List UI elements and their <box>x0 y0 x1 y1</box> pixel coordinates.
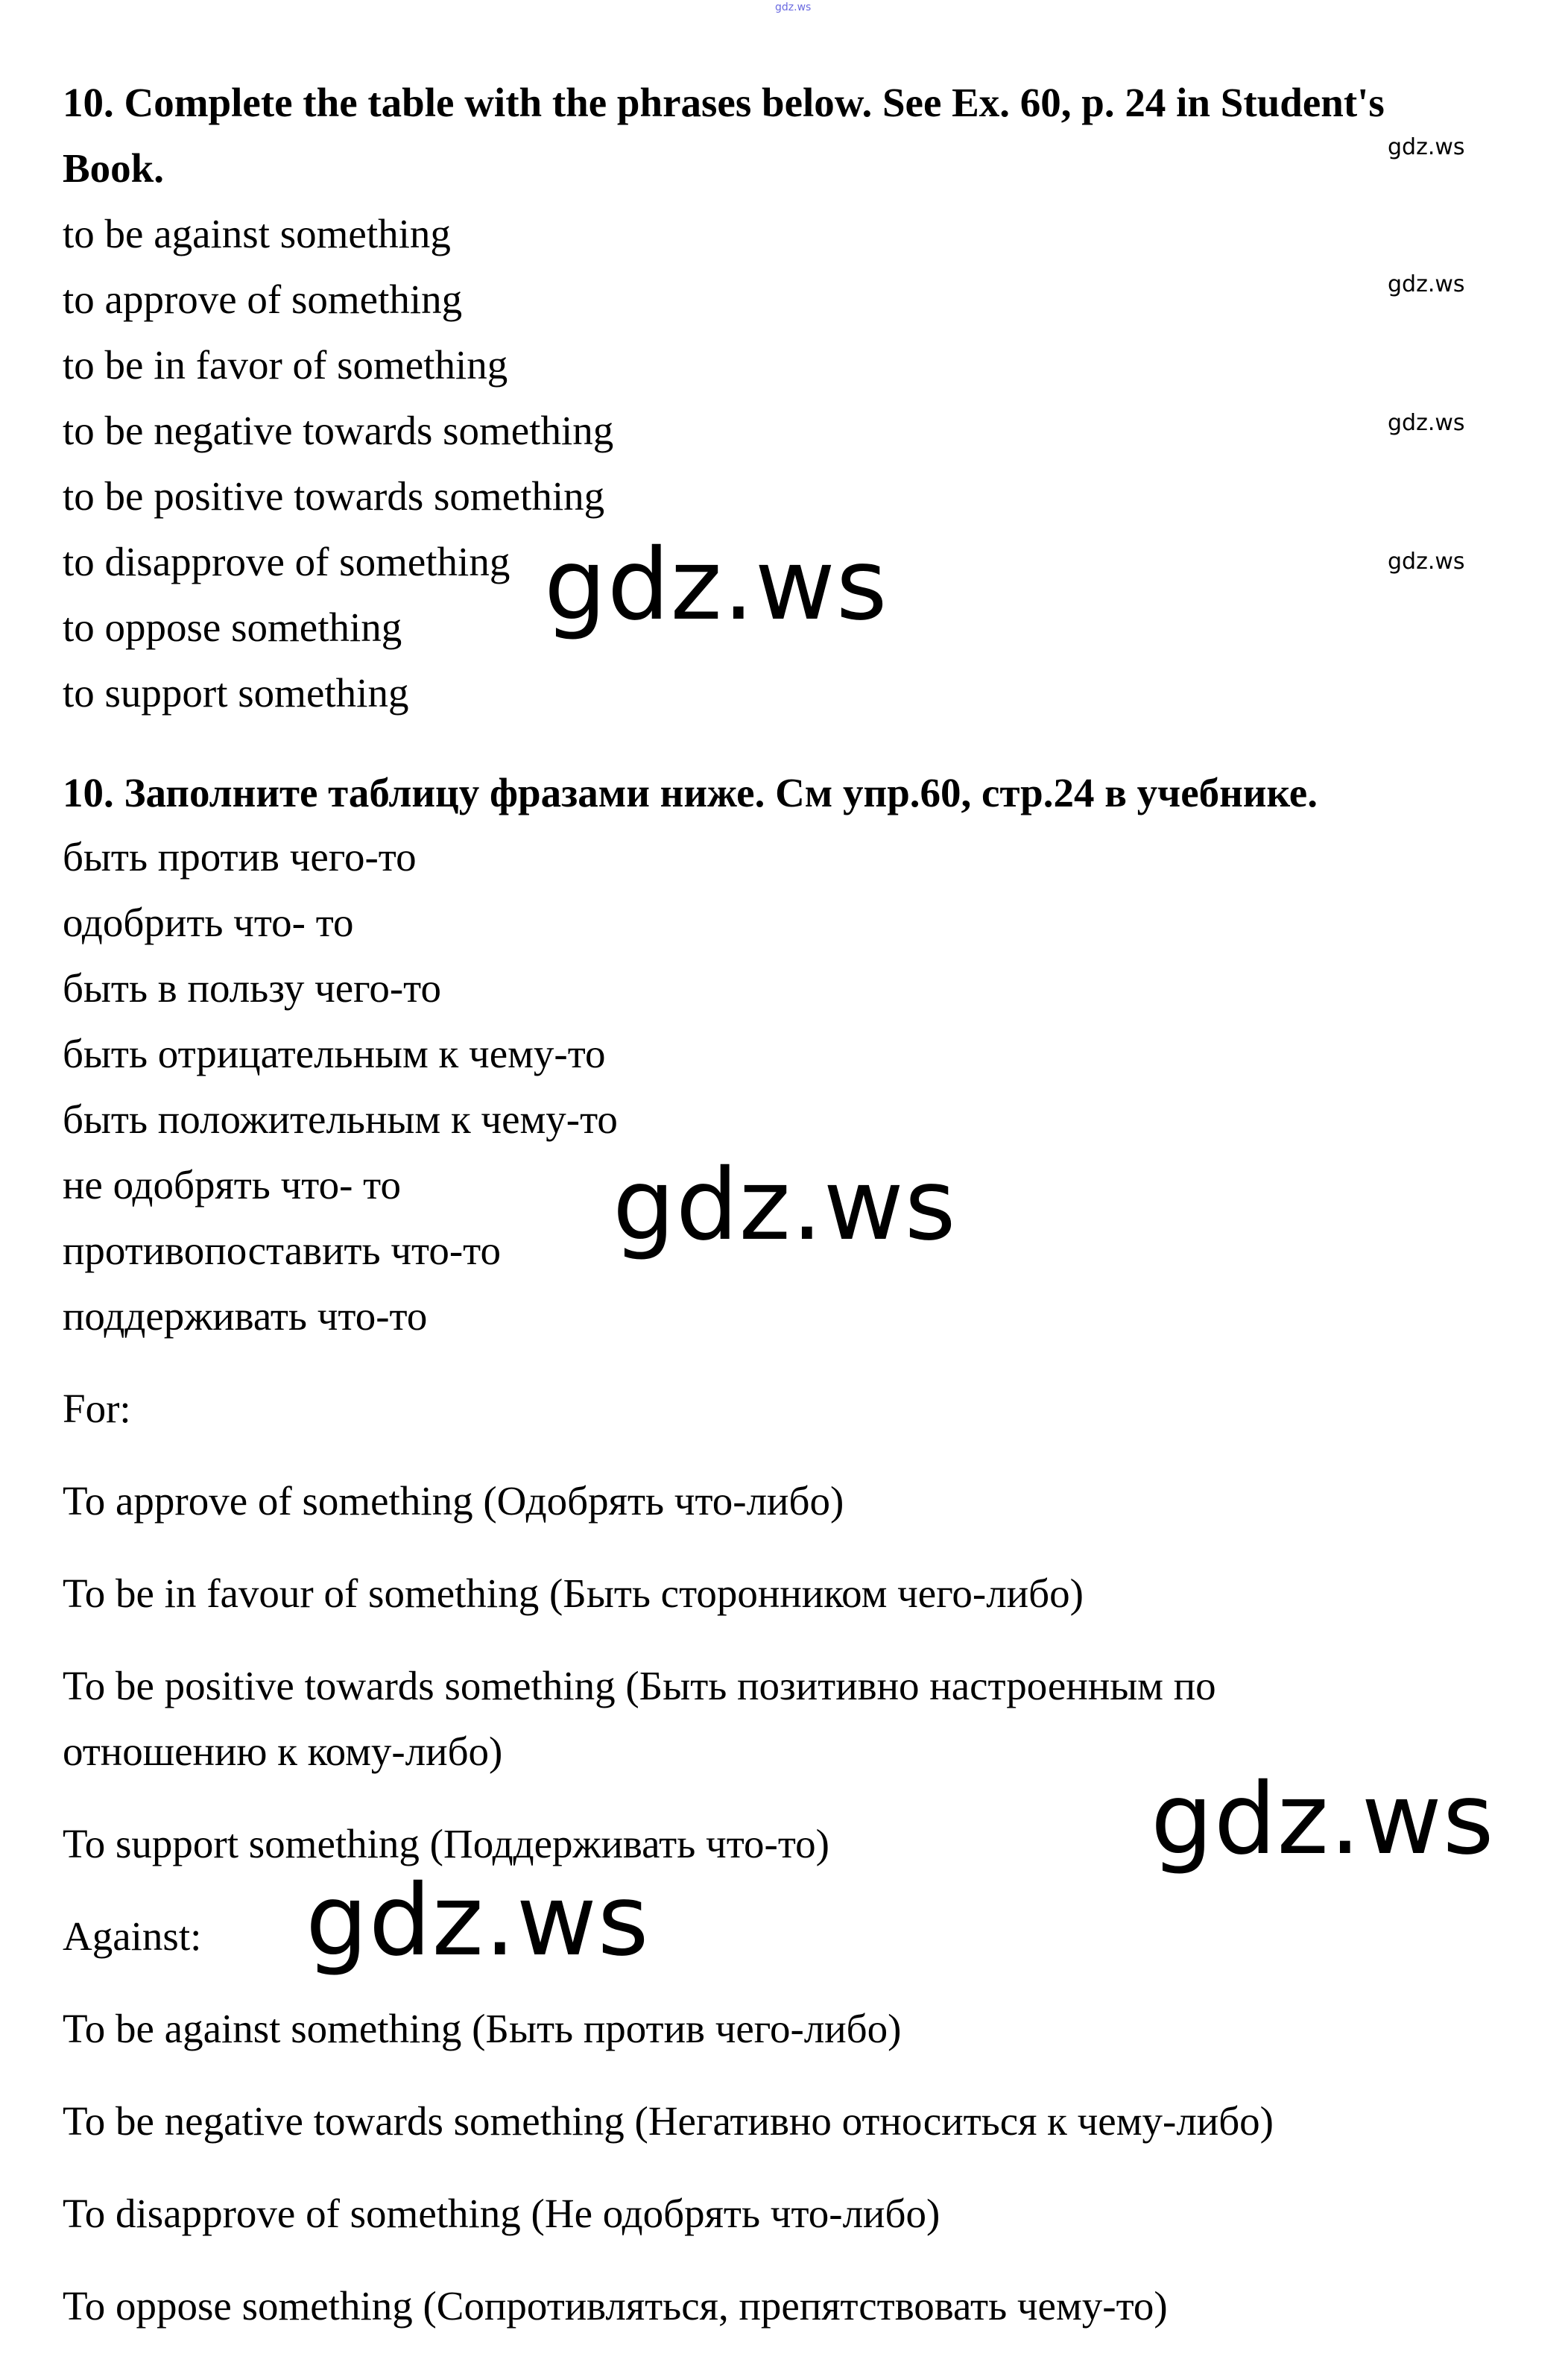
english-phrase: to be negative towards something <box>63 408 614 453</box>
for-item: To support something (Поддерживать что-то) <box>63 1821 829 1866</box>
watermark-small: gdz.ws <box>1388 134 1465 160</box>
for-item: To be positive towards something (Быть позитивно настроенным по <box>63 1663 1216 1708</box>
for-label: For: <box>63 1386 131 1431</box>
russian-phrase: противопоставить что-то <box>63 1228 501 1273</box>
english-heading-line1: 10. Complete the table with the phrases below. See Ex. 60, p. 24 in Student's <box>63 80 1385 125</box>
russian-phrase: быть в пользу чего-то <box>63 965 441 1011</box>
watermark-small: gdz.ws <box>1388 271 1465 297</box>
watermark-large: gdz.ws <box>613 1148 957 1263</box>
against-item: To be against something (Быть против чего-либо) <box>63 2006 902 2051</box>
watermark-small: gdz.ws <box>1388 410 1465 436</box>
russian-heading: 10. Заполните таблицу фразами ниже. См упр.60, стр.24 в учебнике. <box>63 770 1318 815</box>
english-phrase: to be in favor of something <box>63 342 508 388</box>
russian-phrase: быть отрицательным к чему-то <box>63 1031 606 1076</box>
english-phrase: to be against something <box>63 211 451 256</box>
english-heading-line2: Book. <box>63 145 165 191</box>
english-phrase: to oppose something <box>63 604 402 650</box>
watermark-large: gdz.ws <box>544 528 888 643</box>
russian-phrase: не одобрять что- то <box>63 1162 401 1208</box>
russian-phrase: одобрить что- то <box>63 900 354 945</box>
russian-phrase: поддерживать что-то <box>63 1293 428 1339</box>
against-item: To be negative towards something (Негативно относиться к чему-либо) <box>63 2098 1274 2144</box>
against-label: Against: <box>63 1913 202 1959</box>
english-phrase: to approve of something <box>63 277 463 322</box>
watermark-large: gdz.ws <box>306 1863 650 1978</box>
russian-phrase: быть положительным к чему-то <box>63 1096 618 1142</box>
english-phrase: to be positive towards something <box>63 473 605 519</box>
russian-phrase: быть против чего-то <box>63 834 417 880</box>
english-phrase: to disapprove of something <box>63 539 510 584</box>
against-item: To oppose something (Сопротивляться, препятствовать чему-то) <box>63 2283 1168 2329</box>
watermark-large: gdz.ws <box>1151 1762 1495 1877</box>
for-item: To be in favour of something (Быть сторонником чего-либо) <box>63 1571 1084 1616</box>
watermark-small: gdz.ws <box>1388 549 1465 575</box>
for-item-continued: отношению к кому-либо) <box>63 1729 503 1774</box>
english-phrase: to support something <box>63 670 409 716</box>
top-watermark: gdz.ws <box>775 1 812 13</box>
against-item: To disapprove of something (Не одобрять что-либо) <box>63 2191 941 2236</box>
for-item: To approve of something (Одобрять что-либо) <box>63 1478 844 1524</box>
